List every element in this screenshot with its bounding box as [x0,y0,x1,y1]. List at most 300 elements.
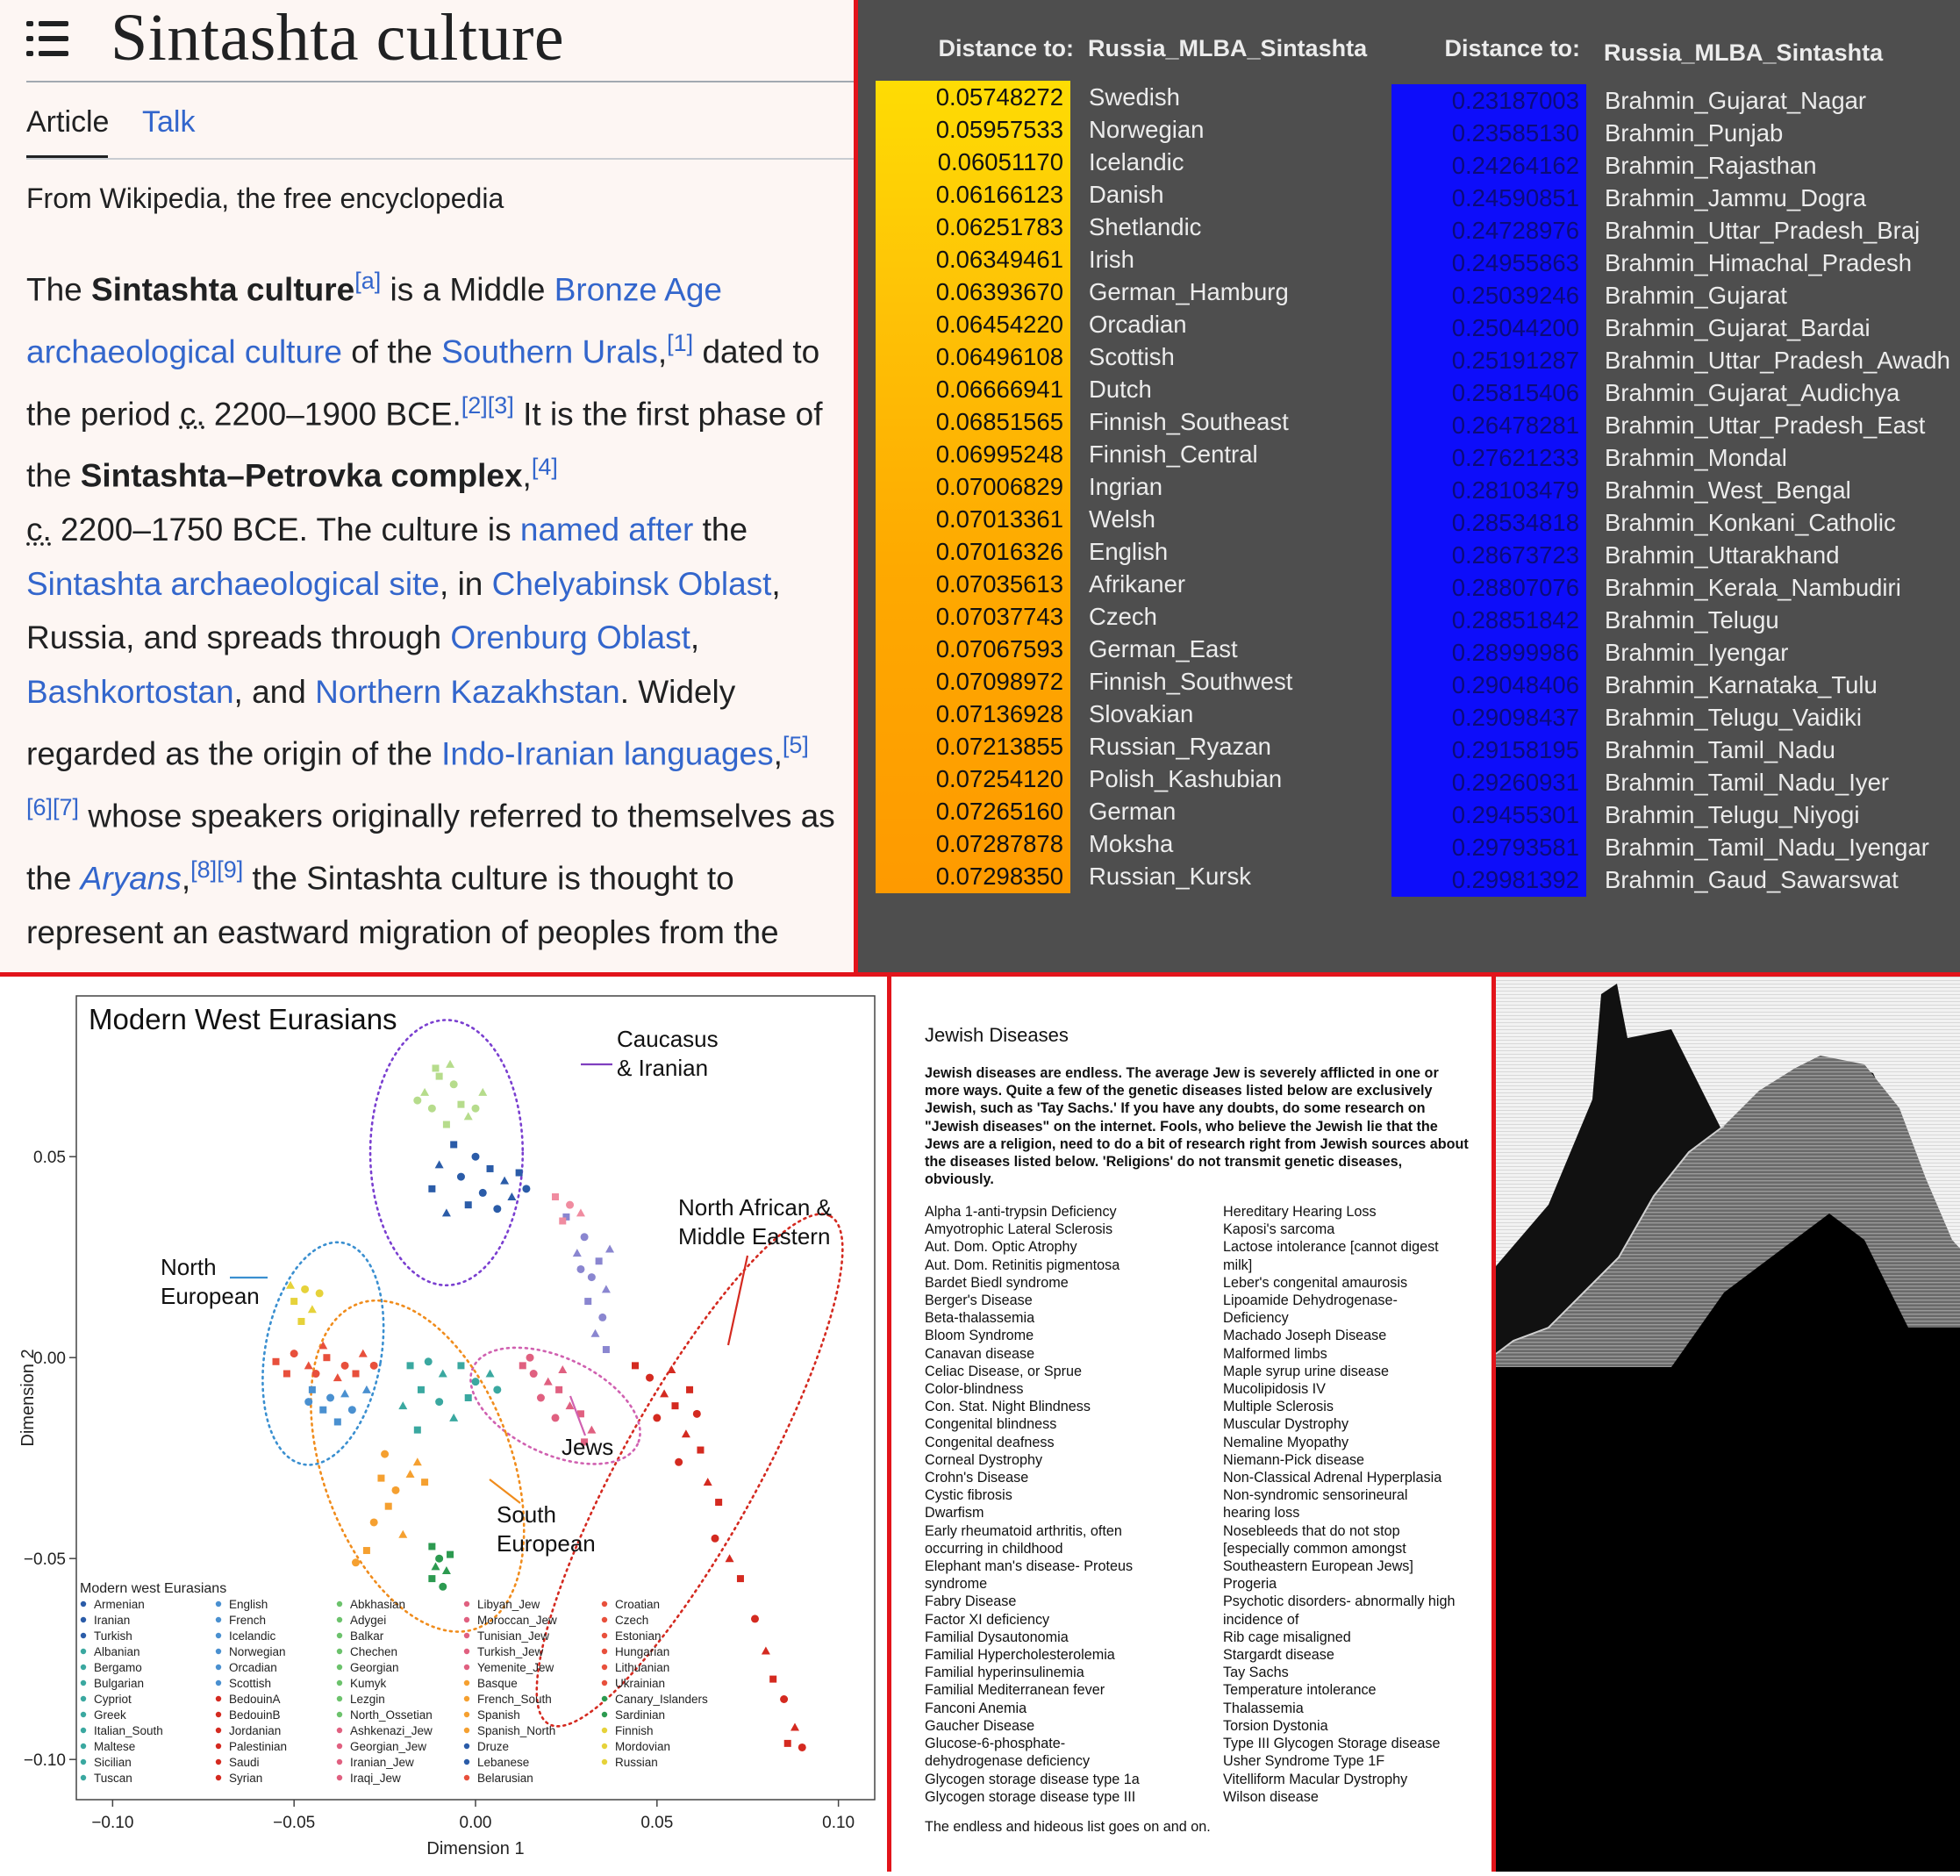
data-point [519,1362,526,1369]
population-name: Brahmin_Telugu_Niyogi [1605,801,1860,828]
legend-label: Estonian [615,1629,662,1643]
legend-marker [337,1665,342,1670]
legend-marker [602,1712,607,1717]
population-name: Slovakian [1089,700,1194,727]
disease-list-item: occurring in childhood [925,1540,1063,1557]
legend-marker [216,1649,221,1654]
distance-value: 0.28673723 [1451,541,1579,569]
legend-marker [464,1601,469,1607]
legend-label: Hungarian [615,1645,670,1658]
legend-marker [337,1601,342,1607]
legend-label: Russian [615,1756,658,1769]
legend-marker [602,1617,607,1622]
data-point [693,1410,701,1418]
data-point [297,1318,304,1325]
ref-link[interactable]: [7] [53,794,80,821]
data-point [273,1358,280,1365]
population-name: Brahmin_Tamil_Nadu_Iyer [1605,769,1890,796]
chart-title: Modern West Eurasians [89,1003,397,1035]
data-point [370,1518,378,1526]
ref-link[interactable]: [1] [667,329,694,356]
data-point [472,1105,480,1113]
disease-list-item: Usher Syndrome Type 1F [1223,1753,1385,1770]
disease-list-item: milk] [1223,1257,1253,1273]
legend-marker [464,1649,469,1654]
disease-list-item: Canavan disease [925,1345,1035,1362]
distance-value: 0.25044200 [1451,314,1579,341]
data-point [769,1676,776,1683]
data-point [301,1285,309,1293]
legend-marker [81,1744,86,1749]
data-point [312,1370,320,1378]
data-point [316,1289,324,1297]
data-point [414,1427,421,1434]
data-point [697,1447,704,1454]
distance-value: 0.25815406 [1451,379,1579,406]
disease-list-item: Nosebleeds that do not stop [1223,1522,1400,1539]
population-name: Polish_Kashubian [1089,765,1283,792]
disease-list-item: Deficiency [1223,1310,1289,1327]
population-name: Brahmin_Uttar_Pradesh_East [1605,412,1926,439]
population-name: Brahmin_Gujarat_Audichya [1605,379,1900,406]
cluster-annotation: European [161,1283,260,1309]
distance-value: 0.06349461 [935,246,1063,273]
disease-list-item: Fabry Disease [925,1593,1017,1610]
legend-label: Sicilian [94,1756,132,1769]
ref-link[interactable]: [5] [782,732,809,759]
legend-label: Lebanese [477,1756,530,1769]
legend-marker [602,1680,607,1686]
distance-value: 0.07037743 [935,603,1063,630]
document-title: Jewish Diseases [925,1024,1069,1046]
x-tick-label: 0.05 [640,1814,674,1832]
distance-value: 0.07254120 [935,765,1063,792]
link-orenburg[interactable]: Orenburg Oblast [450,619,690,656]
legend-marker [464,1759,469,1765]
data-point [588,1273,596,1281]
disease-list-item: Psychotic disorders- abnormally high [1223,1593,1456,1610]
distance-value: 0.07136928 [935,700,1063,727]
cluster-annotation: Middle Eastern [678,1223,831,1249]
distance-value: 0.29793581 [1451,834,1579,861]
population-name: Moksha [1089,830,1174,857]
data-point [435,1398,443,1406]
legend-label: English [229,1598,268,1611]
legend-marker [337,1728,342,1733]
legend-marker [337,1617,342,1622]
legend-marker [602,1696,607,1701]
distance-value: 0.06454220 [935,311,1063,338]
legend-marker [602,1759,607,1765]
distance-value: 0.25039246 [1451,282,1579,309]
data-point [353,1371,360,1378]
distance-value: 0.26478281 [1451,412,1579,439]
x-tick-label: −0.10 [91,1814,134,1832]
pca-scatter-panel [0,977,887,1872]
population-name: Brahmin_Telugu_Vaidiki [1605,704,1862,731]
data-point [737,1575,744,1582]
data-point [283,1371,290,1378]
ref-link[interactable]: [6] [26,794,54,821]
legend-marker [464,1712,469,1717]
bold-term: Sintashta–Petrovka complex [80,457,523,494]
header-label: Distance to: [938,35,1074,61]
population-name: Brahmin_Uttar_Pradesh_Awadh [1605,347,1950,374]
legend-marker [81,1696,86,1701]
disease-list-item: Elephant man's disease- Proteus [925,1558,1134,1575]
legend-label: Finnish [615,1724,654,1737]
distance-value: 0.29260931 [1451,769,1579,796]
disease-list-item: hearing loss [1223,1505,1300,1522]
legend-label: Iraqi_Jew [350,1772,401,1785]
population-name: Shetlandic [1089,213,1202,240]
legend-label: Czech [615,1614,649,1627]
data-point [584,1298,591,1305]
data-point [428,1105,436,1113]
data-point [363,1547,370,1554]
legend-label: Chechen [350,1645,398,1658]
legend-marker [216,1728,221,1733]
disease-list-item: Lipoamide Dehydrogenase- [1223,1292,1398,1309]
population-name: Welsh [1089,505,1155,533]
x-tick-label: −0.05 [273,1814,316,1832]
legend-label: Georgian_Jew [350,1740,427,1753]
legend-marker [464,1728,469,1733]
distance-value: 0.07287878 [935,830,1063,857]
data-point [370,1362,378,1370]
population-name: Scottish [1089,343,1175,370]
population-name: Brahmin_Iyengar [1605,639,1789,666]
distance-value: 0.24264162 [1451,152,1579,179]
data-point [413,1097,421,1105]
legend-label: Spanish_North [477,1724,556,1737]
circa-abbr: c. [26,512,52,548]
data-point [348,1406,356,1414]
legend-label: Sardinian [615,1708,666,1722]
link-aryans[interactable]: Aryans [80,860,182,897]
disease-list-item: Glycogen storage disease type III [925,1788,1136,1805]
legend-label: Belarusian [477,1772,533,1785]
legend-marker [464,1775,469,1780]
disease-list-item: Alpha 1-anti-trypsin Deficiency [925,1204,1117,1220]
ref-link[interactable]: [9] [217,856,244,883]
distance-value: 0.07006829 [935,473,1063,500]
data-point [686,1386,693,1393]
mountain-image-panel [1496,977,1960,1872]
disease-list-item: Leber's congenital amaurosis [1223,1274,1408,1291]
legend-label: Greek [94,1708,126,1722]
population-name: Afrikaner [1089,570,1186,598]
data-point [784,1740,791,1747]
population-name: Brahmin_Himachal_Pradesh [1605,249,1913,276]
disease-list-item: Crohn's Disease [925,1470,1029,1486]
cluster-annotation: North [161,1254,217,1280]
y-tick-label: −0.10 [23,1751,66,1771]
legend-marker [81,1665,86,1670]
disease-list-item: Wilson disease [1223,1788,1319,1805]
data-point [457,1362,464,1369]
legend-marker [337,1696,342,1701]
link-indo-iranian[interactable]: Indo-Iranian languages [441,735,774,772]
page-title: Sintashta culture [111,1,565,75]
population-name: Brahmin_Kerala_Nambudiri [1605,574,1901,601]
disease-list-item: Familial Hypercholesterolemia [925,1647,1115,1664]
link-southern-urals[interactable]: Southern Urals [441,333,658,370]
data-point [290,1350,298,1357]
legend-label: Basque [477,1677,518,1690]
population-name: Brahmin_Gujarat_Nagar [1605,87,1867,114]
legend-marker [216,1712,221,1717]
link-bashkortostan[interactable]: Bashkortostan [26,673,234,710]
legend-label: Turkish [94,1629,132,1643]
distance-value: 0.28807076 [1451,574,1579,601]
data-point [493,1205,501,1213]
x-tick-label: 0.10 [822,1814,855,1832]
legend-marker [602,1649,607,1654]
link-named-after[interactable]: named after [519,512,694,548]
population-name: Swedish [1089,83,1180,111]
disease-list-item: Con. Stat. Night Blindness [925,1399,1091,1415]
link-chelyabinsk[interactable]: Chelyabinsk Oblast [491,565,772,602]
legend-marker [464,1633,469,1638]
data-point [715,1499,722,1506]
legend-label: French [229,1614,267,1627]
data-point [780,1695,788,1703]
legend-label: Iranian_Jew [350,1756,414,1769]
y-tick-label: −0.05 [23,1550,66,1570]
ref-link[interactable]: [4] [531,454,558,481]
legend-label: Ukrainian [615,1677,666,1690]
data-point [450,1080,458,1088]
ref-link[interactable]: [a] [354,268,382,294]
population-name: Brahmin_Tamil_Nadu [1605,736,1835,763]
population-name: Orcadian [1089,311,1187,338]
disease-list-item: Torsion Dystonia [1223,1717,1328,1734]
legend-marker [81,1649,86,1654]
disease-list-item: Vitelliform Macular Dystrophy [1223,1771,1408,1787]
disease-list-item: Kaposi's sarcoma [1223,1221,1335,1238]
data-point [309,1386,316,1393]
legend-label: Moroccan_Jew [477,1614,557,1627]
scatter-chart [0,977,887,1872]
cluster-annotation: South [497,1501,556,1528]
legend-marker [337,1712,342,1717]
distance-value: 0.29098437 [1451,704,1579,731]
legend-marker [216,1633,221,1638]
data-point [319,1407,326,1414]
legend-marker [337,1649,342,1654]
legend-marker [337,1633,342,1638]
data-point [450,1141,457,1148]
distance-value: 0.28103479 [1451,476,1579,504]
legend-label: Libyan_Jew [477,1598,540,1611]
disease-list-item: Aut. Dom. Retinitis pigmentosa [925,1257,1120,1273]
disease-list-item: Congenital blindness [925,1416,1057,1433]
data-point [439,1583,447,1591]
legend-marker [337,1744,342,1749]
data-point [596,1257,603,1264]
legend-label: Mordovian [615,1740,671,1753]
data-point [581,1233,589,1241]
data-point [326,1394,334,1402]
distance-value: 0.24955863 [1451,249,1579,276]
distance-value: 0.29048406 [1451,671,1579,698]
disease-list-item: Temperature intolerance [1223,1682,1377,1699]
tab-talk[interactable]: Talk [142,105,196,139]
legend-marker [464,1680,469,1686]
population-name: Norwegian [1089,116,1205,143]
disease-list-item: Congenital deafness [925,1434,1055,1450]
disease-list-item: Malformed limbs [1223,1345,1327,1362]
population-name: Brahmin_Telugu [1605,606,1779,634]
distance-value: 0.27621233 [1451,444,1579,471]
distance-value: 0.29455301 [1451,801,1579,828]
disease-list-item: Progeria [1223,1576,1277,1593]
data-point [465,1394,472,1401]
legend-label: Orcadian [229,1661,277,1674]
link-sintashta-site[interactable]: Sintashta archaeological site [26,565,440,602]
disease-list-item: Type III Glycogen Storage disease [1223,1736,1441,1752]
data-point [798,1744,806,1751]
legend-label: Norwegian [229,1645,286,1658]
disease-list-item: Cystic fibrosis [925,1487,1012,1504]
data-point [598,1314,606,1321]
legend-label: Bergamo [94,1661,142,1674]
lead-paragraph: The Sintashta culture[a] is a Middle Bronze Age archaeological culture of the Southern Urals,[1] dated to the period c. 2200–1900 BCE.[2][3] It is the first phase of the Sintashta–Petrovka complex,[4] c. 2200–1750 BCE. The culture is named after the Sintashta archaeological site, in Chelyabinsk Oblast, Russia, and spreads through Orenburg Oblast, Bashkortostan, and Northern Kazakhstan. Widely regarded as the origin of the Indo-Iranian languages,[5] [6][7] whose speakers originally referred to themselves as the Aryans,[8][9] the Sintashta culture is thought to represent an eastward migration of peoples from the [26,254,851,1021]
data-point [516,1170,523,1177]
disease-list-item: Stargardt disease [1223,1647,1334,1664]
legend-label: North_Ossetian [350,1708,433,1722]
data-point [436,1073,443,1080]
data-point [352,1558,360,1566]
legend-marker [216,1775,221,1780]
cluster-annotation: European [497,1530,596,1557]
disease-list-item: syndrome [925,1576,988,1593]
disease-list-item: Bardet Biedl syndrome [925,1274,1069,1291]
data-point [675,1458,683,1466]
distance-value: 0.07013361 [935,505,1063,533]
distance-value: 0.06051170 [937,148,1063,175]
disease-list-item: Berger's Disease [925,1292,1033,1309]
legend-label: Spanish [477,1708,520,1722]
population-name: Brahmin_Karnataka_Tulu [1605,671,1878,698]
legend-marker [602,1665,607,1670]
cluster-annotation: Caucasus [617,1026,719,1052]
legend-label: Icelandic [229,1629,276,1643]
data-point [290,1298,297,1305]
legend-marker [464,1744,469,1749]
distance-value: 0.06166123 [935,181,1063,208]
population-name: Brahmin_Jammu_Dogra [1605,184,1867,211]
disease-list-item: Multiple Sclerosis [1223,1399,1334,1415]
legend-label: Lezgin [350,1693,385,1706]
distance-value: 0.06251783 [935,213,1063,240]
data-point [526,1354,534,1362]
divider-vertical-bottom-left [887,977,891,1872]
legend-label: Armenian [94,1598,145,1611]
disease-list-item: Maple syrup urine disease [1223,1363,1389,1379]
data-point [428,1575,435,1582]
data-point [407,1362,414,1369]
legend-label: Kumyk [350,1677,387,1690]
legend-title: Modern west Eurasians [80,1581,227,1596]
legend-label: French_South [477,1693,552,1706]
data-point [334,1418,341,1425]
legend-marker [81,1775,86,1780]
data-point [304,1398,312,1406]
data-point [435,1555,443,1563]
link-bronze-age[interactable]: Bronze Age archaeological culture [26,271,722,370]
data-point [392,1486,400,1494]
disease-list-item: Glycogen storage disease type 1a [925,1771,1140,1787]
divider-vertical-bottom-right [1491,977,1496,1872]
disease-list-item: Niemann-Pick disease [1223,1451,1365,1468]
disease-list-item: Fanconi Anemia [925,1700,1027,1716]
legend-marker [216,1696,221,1701]
divider-vertical-top [854,0,858,977]
legend-label: Turkish_Jew [477,1645,544,1658]
disease-list-item: Factor XI deficiency [925,1611,1050,1628]
data-point [522,1185,530,1192]
legend-label: BedouinB [229,1708,281,1722]
disease-list-item: Bloom Syndrome [925,1328,1034,1344]
tab-article[interactable]: Article [26,105,110,139]
disease-list-item: Rib cage misaligned [1223,1629,1351,1645]
ref-link[interactable]: [2] [461,391,488,419]
legend-label: Croatian [615,1598,661,1611]
population-name: German_East [1089,635,1238,662]
population-name: Brahmin_Mondal [1605,444,1787,471]
population-name: Ingrian [1089,473,1163,500]
cluster-annotation: & Iranian [617,1055,709,1081]
population-name: Brahmin_Uttar_Pradesh_Braj [1605,217,1921,244]
population-name: Brahmin_Konkani_Catholic [1605,509,1896,536]
population-name: Brahmin_Gujarat [1605,282,1787,309]
data-point [479,1189,487,1197]
legend-marker [337,1680,342,1686]
distance-value: 0.23187003 [1451,87,1579,114]
data-point [487,1165,494,1172]
disease-list-column-2 [1223,1203,1456,1806]
legend-marker [81,1728,86,1733]
data-point [493,1386,501,1393]
population-name: Brahmin_Gujarat_Bardai [1605,314,1871,341]
legend-label: Balkar [350,1629,384,1643]
title-divider [26,81,854,82]
legend-marker [464,1696,469,1701]
disease-list-item: Non-syndromic sensorineural [1223,1487,1408,1504]
distance-value: 0.28851842 [1451,606,1579,634]
document-intro: Jewish diseases are endless. The average Jew is severely afflicted in one or more ways. Quite a few of the genetic diseases listed below are exclusively Jewish, such as 'Tay Sachs.' If you have any doubts, do some research on "Jewish diseases" on the internet. Fools, who believe the Jewish lie that the Jews are a religion, need to do a bit of research right from Jewish sources about the diseases listed below. 'Religions' do not transmit genetic diseases, obviously. [925,1065,1469,1188]
legend-marker [216,1617,221,1622]
ref-link[interactable]: [8] [190,856,218,883]
population-name: Czech [1089,603,1157,630]
population-name: Russian_Kursk [1089,863,1251,890]
data-point [653,1414,661,1421]
data-point [555,1386,562,1393]
distance-value: 0.29981392 [1451,866,1579,893]
distance-value: 0.24590851 [1451,184,1579,211]
data-point [751,1615,759,1622]
legend-label: Albanian [94,1645,140,1658]
ref-link[interactable]: [3] [487,391,514,419]
legend-marker [81,1712,86,1717]
hamburger-menu-icon[interactable] [26,19,68,58]
legend-marker [216,1601,221,1607]
disease-list-item: Machado Joseph Disease [1223,1328,1387,1344]
distance-value: 0.25191287 [1451,347,1579,374]
link-northern-kazakhstan[interactable]: Northern Kazakhstan [315,673,620,710]
